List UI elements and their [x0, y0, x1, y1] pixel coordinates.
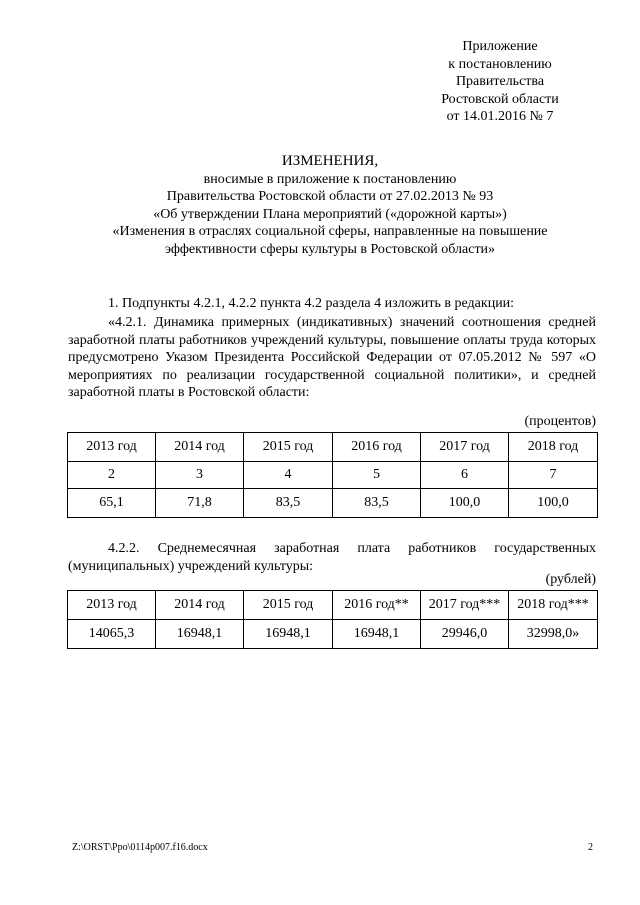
- table-cell: 14065,3: [68, 620, 156, 649]
- table-cell: 3: [156, 462, 244, 489]
- document-title: [60, 153, 600, 258]
- title-line: «Об утверждении Плана мероприятий («дорожной карты»): [153, 206, 507, 222]
- title-heading: ИЗМЕНЕНИЯ,: [281, 153, 379, 169]
- table-cell: 83,5: [244, 489, 333, 518]
- table-header-cell: 2015 год: [244, 433, 333, 462]
- table-header-cell: 2016 год**: [333, 591, 421, 620]
- appendix-line: Приложение: [462, 39, 538, 54]
- table-cell: 5: [333, 462, 421, 489]
- table-header-cell: 2018 год***: [509, 591, 598, 620]
- table-header-cell: 2013 год: [68, 591, 156, 620]
- table-header-cell: 2015 год: [244, 591, 333, 620]
- section-intro: 1. Подпункты 4.2.1, 4.2.2 пункта 4.2 раздела 4 изложить в редакции:: [108, 296, 515, 311]
- appendix-header: [400, 38, 600, 126]
- table-row: [68, 489, 598, 518]
- title-line: «Изменения в отраслях социальной сферы, направленные на повышение: [112, 224, 548, 239]
- table-average-salary: [67, 590, 598, 649]
- title-line: вносимые в приложение к постановлению: [203, 171, 457, 187]
- table-cell: 7: [509, 462, 598, 489]
- table-header-cell: 2016 год: [333, 433, 421, 462]
- paragraph-4-2-1: «4.2.1. Динамика примерных (индикативных) значений соотношения средней заработной платы работников учреждений культуры, повышение оплаты труда которых предусмотрено Указом Президента Российской Федерации от 07.05.2012 № 597 «О мероприятиях по реализации государственной социальной политики», и средней заработной платы в Ростовской области:: [68, 315, 596, 400]
- table-cell: 71,8: [156, 489, 244, 518]
- table-header-row: [68, 591, 598, 620]
- table-cell: 100,0: [421, 489, 509, 518]
- table-cell: 4: [244, 462, 333, 489]
- table-cell: 100,0: [509, 489, 598, 518]
- appendix-line: от 14.01.2016 № 7: [446, 109, 554, 124]
- table-cell: 29946,0: [421, 620, 509, 649]
- table2-units: (рублей): [545, 572, 596, 587]
- table-header-cell: 2013 год: [68, 433, 156, 462]
- table-salary-ratio: [67, 432, 598, 518]
- table-row: [68, 462, 598, 489]
- table-header-cell: 2017 год: [421, 433, 509, 462]
- table1-units: (процентов): [524, 414, 596, 429]
- table-cell: 16948,1: [156, 620, 244, 649]
- table-cell: 83,5: [333, 489, 421, 518]
- table-header-cell: 2014 год: [156, 433, 244, 462]
- footer-file-path: Z:\ORST\Ppo\0114p007.f16.docx: [72, 842, 208, 853]
- table-header-cell: 2017 год***: [421, 591, 509, 620]
- appendix-line: Правительства: [455, 74, 545, 89]
- appendix-line: Ростовской области: [441, 91, 559, 107]
- table-cell: 16948,1: [244, 620, 333, 649]
- table-header-cell: 2014 год: [156, 591, 244, 620]
- table-cell: 32998,0»: [509, 620, 598, 649]
- table-header-row: [68, 433, 598, 462]
- paragraph-4-2-2: 4.2.2. Среднемесячная заработная плата работников государственных (муниципальных) учреждений культуры:: [68, 541, 596, 574]
- table-cell: 65,1: [68, 489, 156, 518]
- appendix-line: к постановлению: [448, 56, 552, 72]
- table-row: [68, 620, 598, 649]
- title-line: эффективности сферы культуры в Ростовской области»: [164, 241, 496, 257]
- table-cell: 16948,1: [333, 620, 421, 649]
- table-cell: 6: [421, 462, 509, 489]
- table-header-cell: 2018 год: [509, 433, 598, 462]
- table-cell: 2: [68, 462, 156, 489]
- title-line: Правительства Ростовской области от 27.02.2013 № 93: [166, 189, 494, 204]
- footer-page-number: 2: [588, 842, 593, 853]
